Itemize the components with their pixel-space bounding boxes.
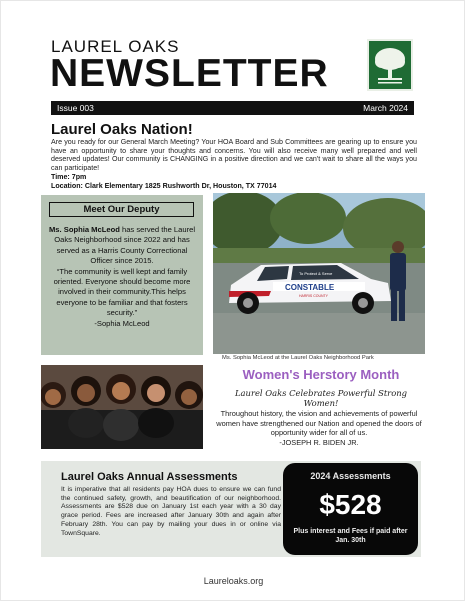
assessment-heading: Laurel Oaks Annual Assessments (61, 471, 238, 483)
history-attribution: -JOSEPH R. BIDEN JR. (279, 437, 359, 447)
masthead-title: NEWSLETTER (50, 52, 329, 95)
history-heading: Women's Herstory Month (242, 367, 400, 382)
car-door-label: CONSTABLE (285, 283, 335, 292)
women-group-photo (41, 365, 203, 449)
meeting-time: Time: 7pm (51, 173, 87, 181)
car-door-sublabel: HARRIS COUNTY (299, 294, 328, 298)
car-windshield-label: To Protect & Serve (299, 271, 333, 276)
issue-date: March 2024 (363, 103, 408, 113)
assessment-panel (41, 461, 421, 557)
tree-logo-graphic (369, 41, 411, 89)
deputy-car-photo (213, 193, 425, 354)
deputy-quote: “The community is well kept and family oriented. Everyone should become more involved in their community.This helps everyone to be familiar and that fosters security.” (53, 266, 191, 318)
masthead-subtitle: LAUREL OAKS (51, 37, 180, 56)
issue-number: Issue 003 (57, 103, 94, 113)
deputy-name: Ms. Sophia McLeod (48, 225, 120, 234)
price-card-value: $528 (319, 489, 382, 520)
history-quote-text: Throughout history, the vision and achievements of powerful women have strengthened our Nation and opened the doors of opportunity wider for all of us. (216, 409, 422, 438)
assessment-price-card (283, 463, 418, 555)
history-quote (214, 409, 424, 447)
car-photo-caption: Ms. Sophia McLeod at the Laurel Oaks Neighborhood Park (222, 355, 374, 361)
intro-heading: Laurel Oaks Nation! (51, 121, 193, 138)
footer-website-link[interactable]: Laureloaks.org (203, 576, 264, 586)
assessment-paragraph: It is imperative that all residents pay HOA dues to ensure we can fund the continued safety, growth, and beautification of our neighborhood. Assessments are $528 due on January 1st each year with a 30 day grace period. Fees are increased after January 30th and again after February 28th. You can pay by mailing your dues in or online via TownSquare. (61, 486, 281, 537)
price-card-label: 2024 Assessments (310, 471, 391, 481)
issue-bar (51, 101, 414, 115)
tree-logo-icon (367, 39, 413, 91)
meeting-location: Location: Clark Elementary 1825 Rushworth Dr, Houston, TX 77014 (51, 182, 277, 190)
women-group-illustration (41, 365, 203, 449)
constable-car-illustration (213, 193, 425, 354)
deputy-bio-text: has served the Laurel Oaks Neighborhood since 2022 and has served as a Harris County Correctional Officer since 2015. (54, 225, 196, 266)
history-subheading: Laurel Oaks Celebrates Powerful Strong Women! (235, 388, 407, 408)
intro-paragraph: Are you ready for our General March Meeting? Your HOA Board and Sub Committees are gearing up to ensure you have an opportunity to share your thoughts and concerns. You will also receive many well prepared and well deserved updates! Our community is CHANGING in a positive direction and we can't wait to share all the ways you can participate! (51, 138, 417, 172)
deputy-heading: Meet Our Deputy (49, 202, 194, 217)
deputy-panel (41, 195, 203, 355)
deputy-attribution: -Sophia McLeod (94, 318, 150, 328)
price-card-note: Plus interest and Fees if paid after Jan. 30th (293, 528, 408, 544)
deputy-bio (47, 225, 197, 329)
